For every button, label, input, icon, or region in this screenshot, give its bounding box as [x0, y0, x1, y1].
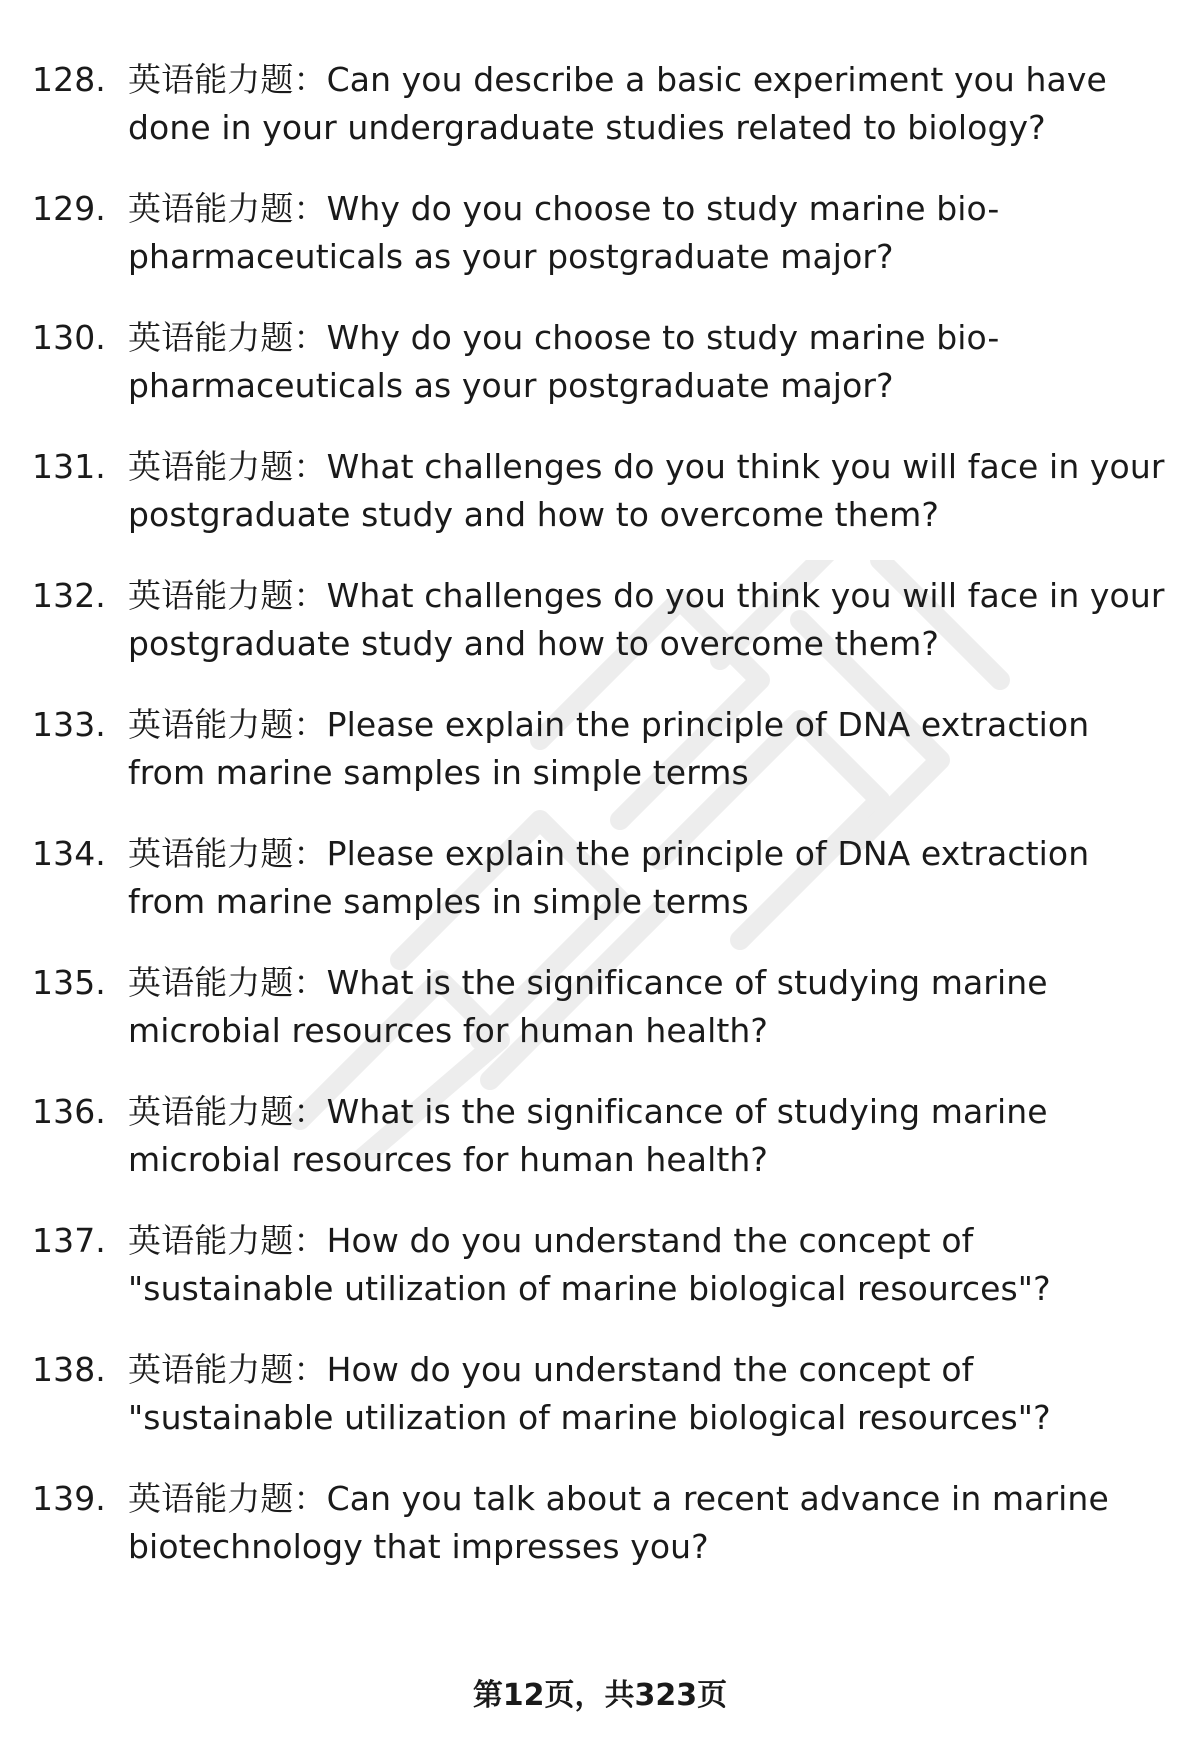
question-item — [32, 56, 1172, 152]
question-body — [128, 701, 1172, 797]
question-item — [32, 443, 1172, 539]
question-number: 134. — [32, 834, 106, 873]
question-body — [128, 1346, 1172, 1442]
question-text: How do you understand the concept of "sustainable utilization of marine biological resources"? — [128, 1221, 1051, 1308]
question-item — [32, 1217, 1172, 1313]
question-text: What challenges do you think you will face in your postgraduate study and how to overcome them? — [128, 447, 1165, 534]
question-number: 138. — [32, 1350, 106, 1389]
question-body — [128, 959, 1172, 1055]
question-category: 英语能力题： — [128, 834, 327, 873]
page-indicator: 第12页，共323页 — [472, 1678, 728, 1713]
question-text: How do you understand the concept of "sustainable utilization of marine biological resources"? — [128, 1350, 1051, 1437]
question-body — [128, 56, 1172, 152]
question-item — [32, 1346, 1172, 1442]
question-category: 英语能力题： — [128, 1479, 327, 1518]
question-category: 英语能力题： — [128, 963, 327, 1002]
question-number: 130. — [32, 318, 106, 357]
question-number: 135. — [32, 963, 106, 1002]
question-body — [128, 185, 1172, 281]
question-category: 英语能力题： — [128, 576, 327, 615]
question-item — [32, 701, 1172, 797]
question-number: 139. — [32, 1479, 106, 1518]
question-category: 英语能力题： — [128, 1092, 327, 1131]
question-item — [32, 185, 1172, 281]
question-category: 英语能力题： — [128, 60, 327, 99]
question-body — [128, 1475, 1172, 1571]
question-body — [128, 572, 1172, 668]
question-body — [128, 830, 1172, 926]
question-text: Can you describe a basic experiment you have done in your undergraduate studies related to biology? — [128, 60, 1107, 147]
question-item — [32, 314, 1172, 410]
question-text: Please explain the principle of DNA extraction from marine samples in simple terms — [128, 834, 1090, 921]
question-category: 英语能力题： — [128, 318, 327, 357]
question-category: 英语能力题： — [128, 1221, 327, 1260]
question-category: 英语能力题： — [128, 189, 327, 228]
question-text: Why do you choose to study marine bio-pharmaceuticals as your postgraduate major? — [128, 189, 1000, 276]
question-text: Please explain the principle of DNA extraction from marine samples in simple terms — [128, 705, 1090, 792]
question-number: 128. — [32, 60, 106, 99]
question-category: 英语能力题： — [128, 705, 327, 744]
question-body — [128, 443, 1172, 539]
question-text: Can you talk about a recent advance in marine biotechnology that impresses you? — [128, 1479, 1109, 1566]
question-list — [32, 56, 1172, 1604]
question-item — [32, 959, 1172, 1055]
question-text: What challenges do you think you will face in your postgraduate study and how to overcome them? — [128, 576, 1165, 663]
question-category: 英语能力题： — [128, 447, 327, 486]
question-number: 129. — [32, 189, 106, 228]
question-number: 133. — [32, 705, 106, 744]
question-number: 132. — [32, 576, 106, 615]
question-number: 131. — [32, 447, 106, 486]
question-body — [128, 1217, 1172, 1313]
question-item — [32, 572, 1172, 668]
question-number: 137. — [32, 1221, 106, 1260]
question-category: 英语能力题： — [128, 1350, 327, 1389]
question-item — [32, 1475, 1172, 1571]
question-text: What is the significance of studying marine microbial resources for human health? — [128, 1092, 1048, 1179]
question-number: 136. — [32, 1092, 106, 1131]
question-item — [32, 1088, 1172, 1184]
question-body — [128, 1088, 1172, 1184]
question-body — [128, 314, 1172, 410]
question-item — [32, 830, 1172, 926]
question-text: Why do you choose to study marine bio-pharmaceuticals as your postgraduate major? — [128, 318, 1000, 405]
question-text: What is the significance of studying marine microbial resources for human health? — [128, 963, 1048, 1050]
